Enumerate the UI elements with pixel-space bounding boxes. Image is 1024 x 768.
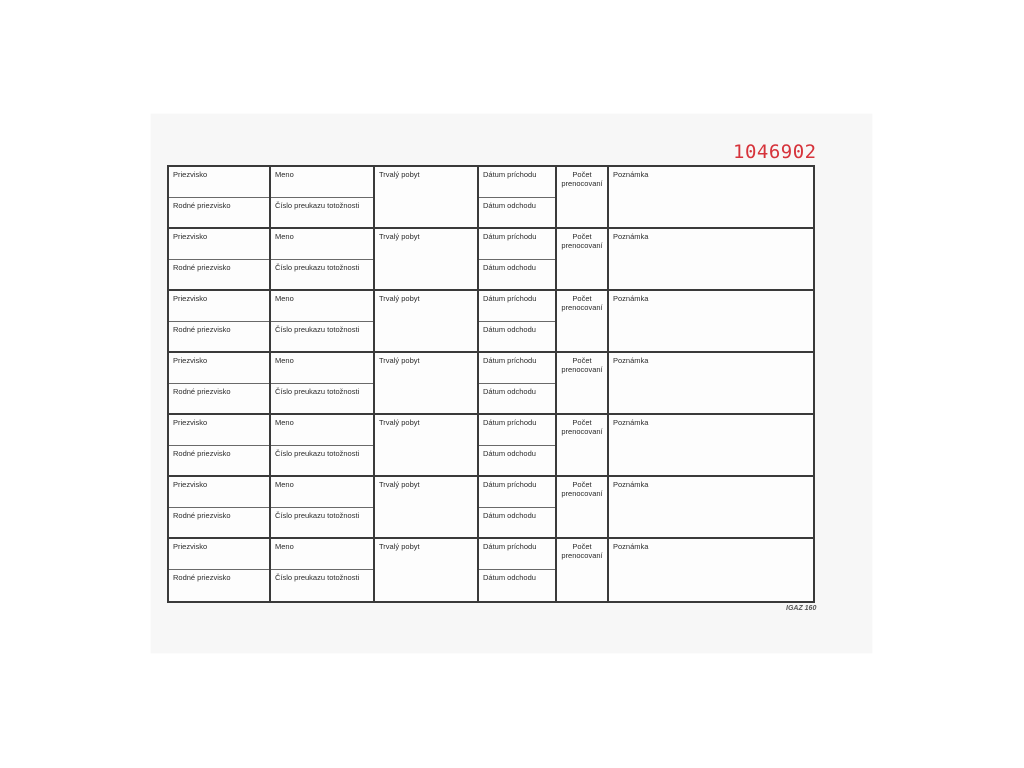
date-cell[interactable]: [479, 477, 557, 537]
field-label: Priezvisko: [173, 170, 208, 179]
field-label: Dátum odchodu: [483, 201, 536, 210]
residence-cell[interactable]: [375, 539, 479, 601]
field-label: Poznámka: [613, 170, 649, 179]
field-label: Rodné priezvisko: [173, 511, 231, 520]
surname-cell[interactable]: [169, 477, 271, 537]
field-label: Meno: [275, 294, 294, 303]
nights-cell[interactable]: [557, 415, 609, 475]
guest-register-table: [167, 165, 815, 603]
field-label: Dátum odchodu: [483, 449, 536, 458]
date-cell[interactable]: [479, 229, 557, 289]
field-label: Rodné priezvisko: [173, 449, 231, 458]
serial-number: 1046902: [733, 141, 817, 163]
note-cell[interactable]: [609, 229, 813, 289]
note-cell[interactable]: [609, 539, 813, 601]
field-label: Poznámka: [613, 294, 649, 303]
surname-cell[interactable]: [169, 353, 271, 413]
field-label: Poznámka: [613, 542, 649, 551]
first-name-cell[interactable]: [271, 539, 375, 601]
residence-cell[interactable]: [375, 291, 479, 351]
date-cell[interactable]: [479, 167, 557, 227]
first-name-cell[interactable]: [271, 353, 375, 413]
field-label: Poznámka: [613, 480, 649, 489]
field-label: Číslo preukazu totožnosti: [275, 387, 360, 396]
first-name-cell[interactable]: [271, 291, 375, 351]
note-cell[interactable]: [609, 415, 813, 475]
field-label: Priezvisko: [173, 480, 208, 489]
field-label: Počet prenocovaní: [561, 418, 603, 436]
field-label: Priezvisko: [173, 418, 208, 427]
date-cell[interactable]: [479, 415, 557, 475]
field-label: Dátum príchodu: [483, 542, 537, 551]
field-label: Meno: [275, 170, 294, 179]
note-cell[interactable]: [609, 353, 813, 413]
field-label: Poznámka: [613, 418, 649, 427]
field-label: Meno: [275, 480, 294, 489]
field-label: Priezvisko: [173, 232, 208, 241]
field-label: Dátum príchodu: [483, 480, 537, 489]
field-label: Trvalý pobyt: [379, 356, 420, 365]
field-label: Číslo preukazu totožnosti: [275, 201, 360, 210]
first-name-cell[interactable]: [271, 167, 375, 227]
nights-cell[interactable]: [557, 539, 609, 601]
guest-record: [169, 477, 813, 539]
field-label: Trvalý pobyt: [379, 418, 420, 427]
surname-cell[interactable]: [169, 291, 271, 351]
field-label: Číslo preukazu totožnosti: [275, 449, 360, 458]
field-label: Počet prenocovaní: [561, 294, 603, 312]
guest-record: [169, 167, 813, 229]
field-label: Rodné priezvisko: [173, 201, 231, 210]
field-label: Rodné priezvisko: [173, 573, 231, 582]
nights-cell[interactable]: [557, 291, 609, 351]
guest-record: [169, 229, 813, 291]
nights-cell[interactable]: [557, 229, 609, 289]
date-cell[interactable]: [479, 291, 557, 351]
guest-record: [169, 415, 813, 477]
date-cell[interactable]: [479, 353, 557, 413]
surname-cell[interactable]: [169, 539, 271, 601]
field-label: Číslo preukazu totožnosti: [275, 263, 360, 272]
field-label: Meno: [275, 356, 294, 365]
guest-record: [169, 291, 813, 353]
note-cell[interactable]: [609, 167, 813, 227]
residence-cell[interactable]: [375, 353, 479, 413]
residence-cell[interactable]: [375, 415, 479, 475]
field-label: Dátum odchodu: [483, 263, 536, 272]
field-label: Počet prenocovaní: [561, 542, 603, 560]
field-label: Číslo preukazu totožnosti: [275, 325, 360, 334]
surname-cell[interactable]: [169, 229, 271, 289]
field-label: Meno: [275, 542, 294, 551]
field-label: Dátum príchodu: [483, 232, 537, 241]
field-label: Dátum odchodu: [483, 387, 536, 396]
field-label: Meno: [275, 232, 294, 241]
field-label: Dátum príchodu: [483, 418, 537, 427]
field-label: Počet prenocovaní: [561, 170, 603, 188]
field-label: Dátum odchodu: [483, 511, 536, 520]
field-label: Trvalý pobyt: [379, 542, 420, 551]
field-label: Poznámka: [613, 356, 649, 365]
field-label: Číslo preukazu totožnosti: [275, 511, 360, 520]
field-label: Rodné priezvisko: [173, 263, 231, 272]
surname-cell[interactable]: [169, 415, 271, 475]
field-label: Rodné priezvisko: [173, 387, 231, 396]
guest-record: [169, 353, 813, 415]
note-cell[interactable]: [609, 477, 813, 537]
field-label: Rodné priezvisko: [173, 325, 231, 334]
field-label: Meno: [275, 418, 294, 427]
date-cell[interactable]: [479, 539, 557, 601]
residence-cell[interactable]: [375, 477, 479, 537]
field-label: Priezvisko: [173, 542, 208, 551]
residence-cell[interactable]: [375, 167, 479, 227]
field-label: Poznámka: [613, 232, 649, 241]
field-label: Trvalý pobyt: [379, 232, 420, 241]
field-label: Dátum odchodu: [483, 325, 536, 334]
first-name-cell[interactable]: [271, 229, 375, 289]
field-label: Dátum príchodu: [483, 356, 537, 365]
field-label: Počet prenocovaní: [561, 356, 603, 374]
guest-record: [169, 539, 813, 601]
first-name-cell[interactable]: [271, 477, 375, 537]
field-label: Dátum príchodu: [483, 170, 537, 179]
field-label: Trvalý pobyt: [379, 170, 420, 179]
surname-cell[interactable]: [169, 167, 271, 227]
note-cell[interactable]: [609, 291, 813, 351]
nights-cell[interactable]: [557, 477, 609, 537]
field-label: Priezvisko: [173, 294, 208, 303]
field-label: Trvalý pobyt: [379, 480, 420, 489]
field-label: Dátum odchodu: [483, 573, 536, 582]
field-label: Číslo preukazu totožnosti: [275, 573, 360, 582]
first-name-cell[interactable]: [271, 415, 375, 475]
field-label: Dátum príchodu: [483, 294, 537, 303]
residence-cell[interactable]: [375, 229, 479, 289]
nights-cell[interactable]: [557, 167, 609, 227]
nights-cell[interactable]: [557, 353, 609, 413]
field-label: Priezvisko: [173, 356, 208, 365]
form-code: IGAZ 160: [786, 605, 817, 612]
field-label: Počet prenocovaní: [561, 232, 603, 250]
field-label: Trvalý pobyt: [379, 294, 420, 303]
field-label: Počet prenocovaní: [561, 480, 603, 498]
